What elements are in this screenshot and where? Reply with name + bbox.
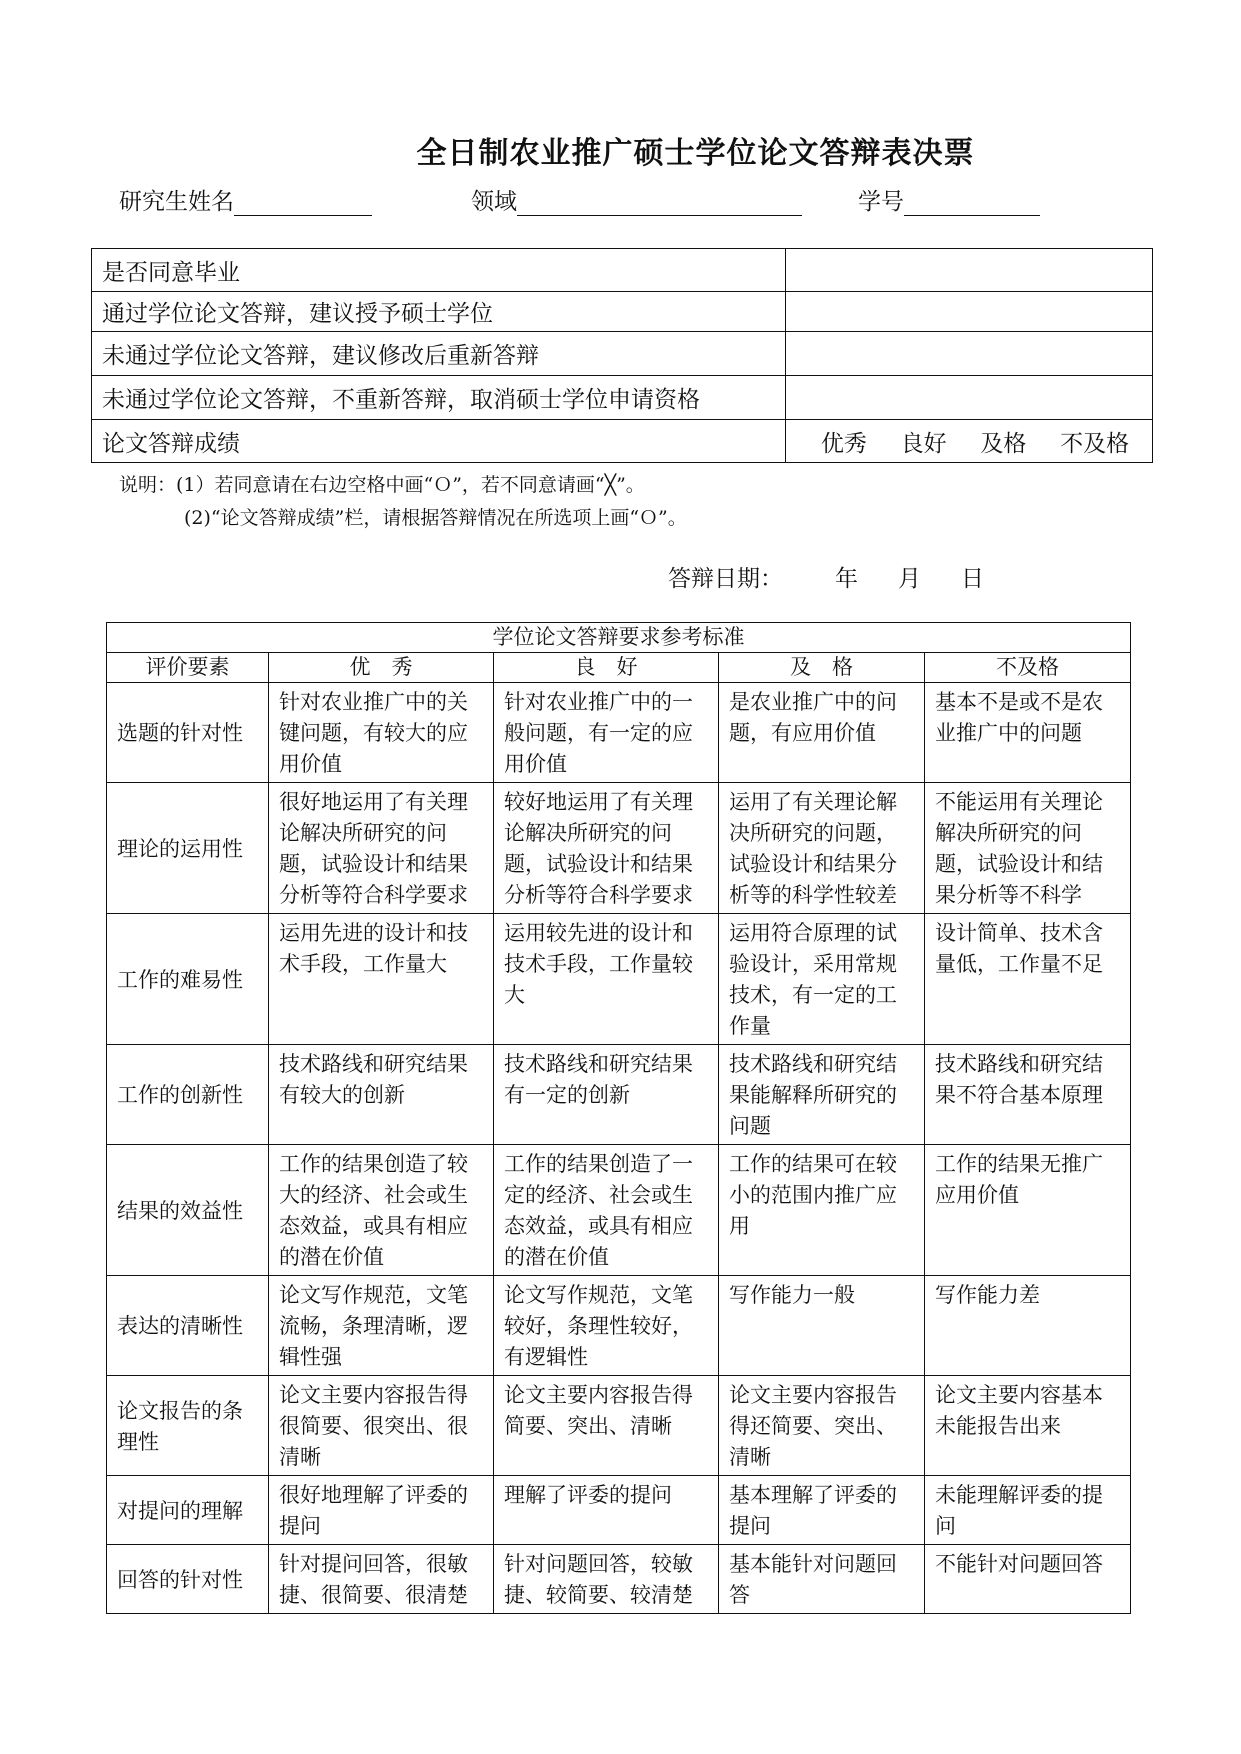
vote-mark-cell[interactable] (786, 332, 1153, 376)
criteria-cell: 工作的结果创造了较大的经济、社会或生态效益，或具有相应的潜在价值 (269, 1145, 494, 1276)
document-title: 全日制农业推广硕士学位论文答辩表决票 (416, 136, 975, 171)
criteria-cell: 工作的结果创造了一定的经济、社会或生态效益，或具有相应的潜在价值 (494, 1145, 719, 1276)
criteria-row (107, 914, 1131, 1045)
student-id-blank[interactable] (904, 191, 1040, 216)
criteria-row (107, 1045, 1131, 1145)
date-year: 年 (835, 566, 858, 592)
criteria-cell: 论文主要内容基本未能报告出来 (925, 1376, 1131, 1476)
student-id-label: 学号 (858, 189, 904, 215)
criteria-title: 学位论文答辩要求参考标准 (107, 623, 1131, 653)
criteria-cell: 技术路线和研究结果不符合基本原理 (925, 1045, 1131, 1145)
criteria-cell: 论文主要内容报告得还简要、突出、清晰 (719, 1376, 925, 1476)
vote-mark-cell[interactable] (786, 376, 1153, 420)
criteria-factor: 论文报告的条理性 (107, 1376, 269, 1476)
note-2: (2)“论文答辩成绩”栏，请根据答辩情况在所选项上画“Ｏ”。 (184, 507, 687, 529)
criteria-cell: 工作的结果无推广应用价值 (925, 1145, 1131, 1276)
criteria-cell: 技术路线和研究结果能解释所研究的问题 (719, 1045, 925, 1145)
criteria-cell: 是农业推广中的问题，有应用价值 (719, 683, 925, 783)
header-fail: 不及格 (925, 653, 1131, 683)
criteria-factor: 回答的针对性 (107, 1545, 269, 1614)
criteria-row (107, 683, 1131, 783)
criteria-cell: 运用了有关理论解决所研究的问题，试验设计和结果分析等的科学性较差 (719, 783, 925, 914)
vote-mark-cell[interactable] (786, 249, 1153, 292)
criteria-cell: 基本能针对问题回答 (719, 1545, 925, 1614)
criteria-factor: 结果的效益性 (107, 1145, 269, 1276)
criteria-row (107, 1545, 1131, 1614)
criteria-factor: 表达的清晰性 (107, 1276, 269, 1376)
criteria-cell: 运用先进的设计和技术手段，工作量大 (269, 914, 494, 1045)
research-field-field (471, 183, 802, 216)
header-good: 良 好 (494, 653, 719, 683)
grade-option-excellent[interactable]: 优秀 (820, 430, 867, 457)
criteria-cell: 针对提问回答，很敏捷、很简要、很清楚 (269, 1545, 494, 1614)
date-day: 日 (961, 566, 984, 592)
criteria-cell: 运用较先进的设计和技术手段，工作量较大 (494, 914, 719, 1045)
criteria-cell: 较好地运用了有关理论解决所研究的问题，试验设计和结果分析等符合科学要求 (494, 783, 719, 914)
criteria-cell: 未能理解评委的提问 (925, 1476, 1131, 1545)
defense-date-label: 答辩日期： (668, 566, 783, 592)
criteria-factor: 理论的运用性 (107, 783, 269, 914)
vote-row-label: 是否同意毕业 (92, 249, 786, 292)
header-factor: 评价要素 (107, 653, 269, 683)
grade-option-pass[interactable]: 及格 (980, 430, 1027, 457)
criteria-factor: 选题的针对性 (107, 683, 269, 783)
grade-label: 论文答辩成绩 (92, 420, 786, 463)
criteria-cell: 论文写作规范，文笔较好，条理性较好，有逻辑性 (494, 1276, 719, 1376)
criteria-cell: 针对农业推广中的关键问题，有较大的应用价值 (269, 683, 494, 783)
criteria-cell: 设计简单、技术含量低，工作量不足 (925, 914, 1131, 1045)
criteria-cell: 不能运用有关理论解决所研究的问题，试验设计和结果分析等不科学 (925, 783, 1131, 914)
student-id-field (858, 183, 1040, 216)
vote-row-label: 通过学位论文答辩，建议授予硕士学位 (92, 292, 786, 332)
student-name-label: 研究生姓名 (119, 189, 234, 215)
criteria-cell: 论文主要内容报告得很简要、很突出、很清晰 (269, 1376, 494, 1476)
criteria-row (107, 1376, 1131, 1476)
vote-row-label: 未通过学位论文答辩，建议修改后重新答辩 (92, 332, 786, 376)
student-name-field (119, 183, 372, 216)
grade-option-good[interactable]: 良好 (900, 430, 947, 457)
criteria-cell: 写作能力差 (925, 1276, 1131, 1376)
criteria-cell: 基本理解了评委的提问 (719, 1476, 925, 1545)
criteria-table (106, 622, 1131, 1614)
criteria-row (107, 1145, 1131, 1276)
defense-date (668, 560, 984, 593)
criteria-cell: 技术路线和研究结果有一定的创新 (494, 1045, 719, 1145)
student-name-blank[interactable] (234, 191, 372, 216)
vote-table (91, 248, 1153, 463)
criteria-row (107, 1276, 1131, 1376)
vote-row-label: 未通过学位论文答辩，不重新答辩，取消硕士学位申请资格 (92, 376, 786, 420)
header-excellent: 优 秀 (269, 653, 494, 683)
grade-option-fail[interactable]: 不及格 (1060, 430, 1130, 457)
vote-mark-cell[interactable] (786, 292, 1153, 332)
criteria-cell: 针对农业推广中的一般问题，有一定的应用价值 (494, 683, 719, 783)
header-pass: 及 格 (719, 653, 925, 683)
criteria-cell: 工作的结果可在较小的范围内推广应用 (719, 1145, 925, 1276)
criteria-cell: 针对问题回答，较敏捷、较简要、较清楚 (494, 1545, 719, 1614)
criteria-factor: 工作的难易性 (107, 914, 269, 1045)
note-1: 说明：(1）若同意请在右边空格中画“Ｏ”，若不同意请画“╳”。 (119, 474, 645, 496)
criteria-cell: 运用符合原理的试验设计，采用常规技术，有一定的工作量 (719, 914, 925, 1045)
criteria-cell: 论文主要内容报告得简要、突出、清晰 (494, 1376, 719, 1476)
criteria-factor: 工作的创新性 (107, 1045, 269, 1145)
criteria-cell: 理解了评委的提问 (494, 1476, 719, 1545)
criteria-cell: 论文写作规范，文笔流畅，条理清晰，逻辑性强 (269, 1276, 494, 1376)
research-field-label: 领域 (471, 189, 517, 215)
criteria-cell: 很好地理解了评委的提问 (269, 1476, 494, 1545)
criteria-row (107, 783, 1131, 914)
criteria-cell: 写作能力一般 (719, 1276, 925, 1376)
criteria-cell: 技术路线和研究结果有较大的创新 (269, 1045, 494, 1145)
grade-options (786, 420, 1153, 463)
criteria-row (107, 1476, 1131, 1545)
criteria-cell: 很好地运用了有关理论解决所研究的问题，试验设计和结果分析等符合科学要求 (269, 783, 494, 914)
date-month: 月 (898, 566, 921, 592)
criteria-cell: 基本不是或不是农业推广中的问题 (925, 683, 1131, 783)
research-field-blank[interactable] (517, 191, 802, 216)
criteria-cell: 不能针对问题回答 (925, 1545, 1131, 1614)
criteria-factor: 对提问的理解 (107, 1476, 269, 1545)
